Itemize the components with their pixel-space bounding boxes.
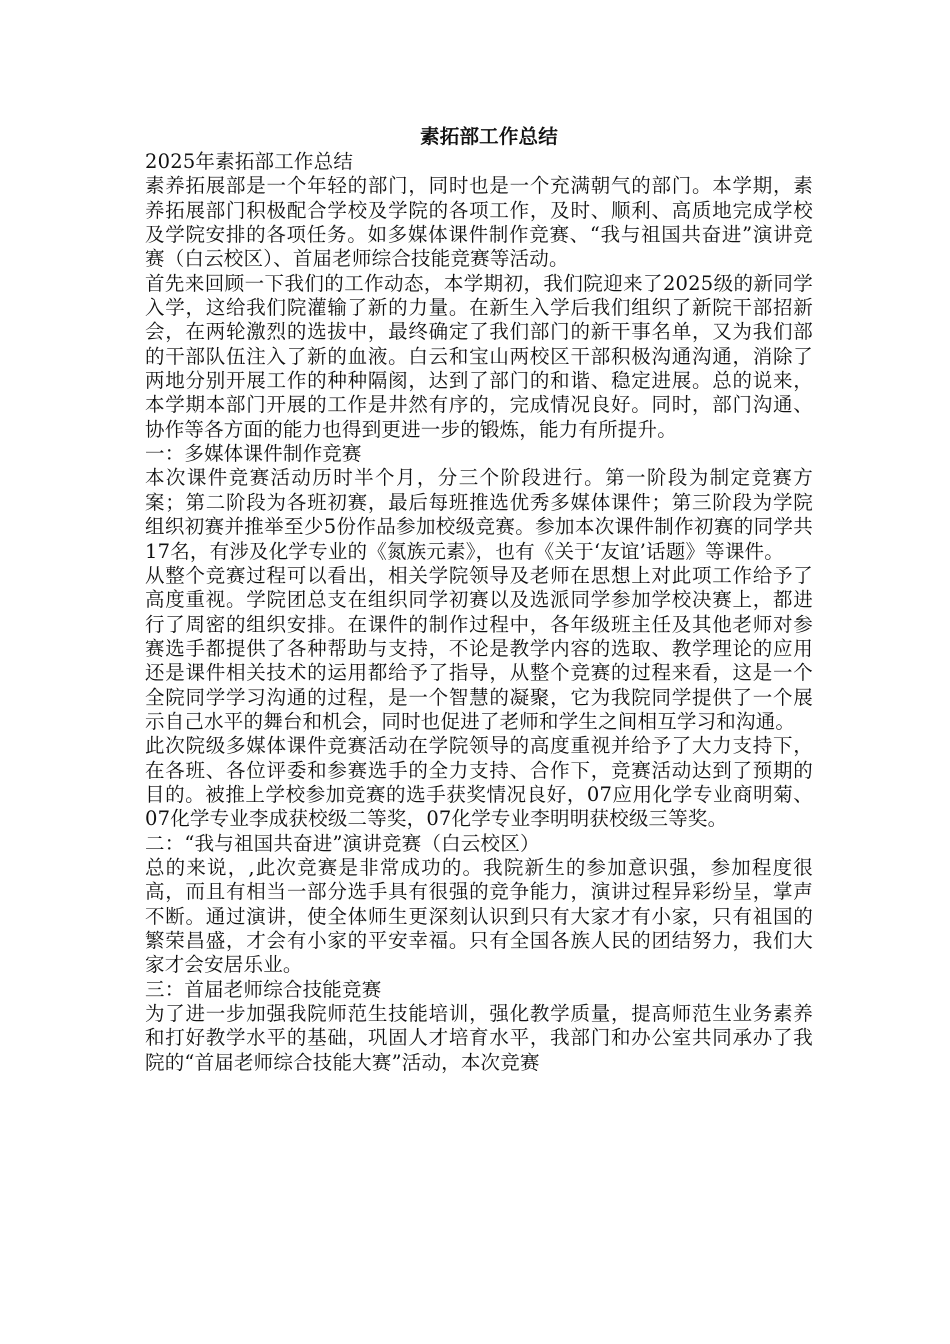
paragraph-section-1-a: 本次课件竞赛活动历时半个月，分三个阶段进行。第一阶段为制定竞赛方案；第二阶段为各班初赛，最后每班推选优秀多媒体课件；第三阶段为学院组织初赛并推举至少5份作品参加校级竞赛。参加本次课件制作初赛的同学共17名，有涉及化学专业的《氮族元素》，也有《关于‘友谊’话题》等课件。 (145, 466, 813, 563)
paragraph-section-1-b: 从整个竞赛过程可以看出，相关学院领导及老师在思想上对此项工作给予了高度重视。学院团总支在组织同学初赛以及选派同学参加学校决赛上，都进行了周密的组织安排。在课件的制作过程中，各年级班主任及其他老师对参赛选手都提供了各种帮助与支持，不论是教学内容的选取、教学理论的应用还是课件相关技术的运用都给予了指导，从整个竞赛的过程来看，这是一个全院同学学习沟通的过程，是一个智慧的凝聚，它为我院同学提供了一个展示自己水平的舞台和机会，同时也促进了老师和学生之间相互学习和沟通。 (145, 563, 813, 733)
paragraph-section-2: 总的来说，,此次竞赛是非常成功的。我院新生的参加意识强，参加程度很高，而且有相当一部分选手具有很强的竞争能力，演讲过程异彩纷呈，掌声不断。通过演讲，使全体师生更深刻认识到只有大家才有小家，只有祖国的繁荣昌盛，才会有小家的平安幸福。只有全国各族人民的团结努力，我们大家才会安居乐业。 (145, 855, 813, 977)
paragraph-review: 首先来回顾一下我们的工作动态，本学期初，我们院迎来了2025级的新同学入学，这给我们院灌输了新的力量。在新生入学后我们组织了新院干部招新会，在两轮激烈的选拔中，最终确定了我们部门的新干事名单，又为我们部的干部队伍注入了新的血液。白云和宝山两校区干部积极沟通沟通，消除了两地分别开展工作的种种隔阂，达到了部门的和谐、稳定进展。总的说来，本学期本部门开展的工作是井然有序的，完成情况良好。同时，部门沟通、协作等各方面的能力也得到更进一步的锻炼，能力有所提升。 (145, 271, 813, 441)
document-body (145, 124, 813, 1075)
document-subtitle: 2025年素拓部工作总结 (145, 150, 354, 173)
paragraph-section-3: 为了进一步加强我院师范生技能培训，强化教学质量，提高师范生业务素养和打好教学水平的基础，巩固人才培育水平，我部门和办公室共同承办了我院的“首届老师综合技能大赛”活动，本次竞赛 (145, 1002, 813, 1074)
section-heading-1: 一：多媒体课件制作竞赛 (145, 442, 362, 466)
paragraph-section-1-c: 此次院级多媒体课件竞赛活动在学院领导的高度重视并给予了大力支持下，在各班、各位评委和参赛选手的全力支持、合作下，竞赛活动达到了预期的目的。被推上学校参加竞赛的选手获奖情况良好，07应用化学专业商明菊、07化学专业李成获校级二等奖，07化学专业李明明获校级三等奖。 (145, 734, 813, 831)
document-title: 素拓部工作总结 (420, 125, 558, 148)
section-heading-2: 二：“我与祖国共奋进”演讲竞赛（白云校区） (145, 831, 540, 855)
paragraph-intro: 素养拓展部是一个年轻的部门，同时也是一个充满朝气的部门。本学期，素养拓展部门积极配合学校及学院的各项工作，及时、顺利、高质地完成学校及学院安排的各项任务。如多媒体课件制作竞赛、“我与祖国共奋进”演讲竞赛（白云校区）、首届老师综合技能竞赛等活动。 (145, 174, 813, 271)
section-heading-3: 三：首届老师综合技能竞赛 (145, 977, 382, 1001)
